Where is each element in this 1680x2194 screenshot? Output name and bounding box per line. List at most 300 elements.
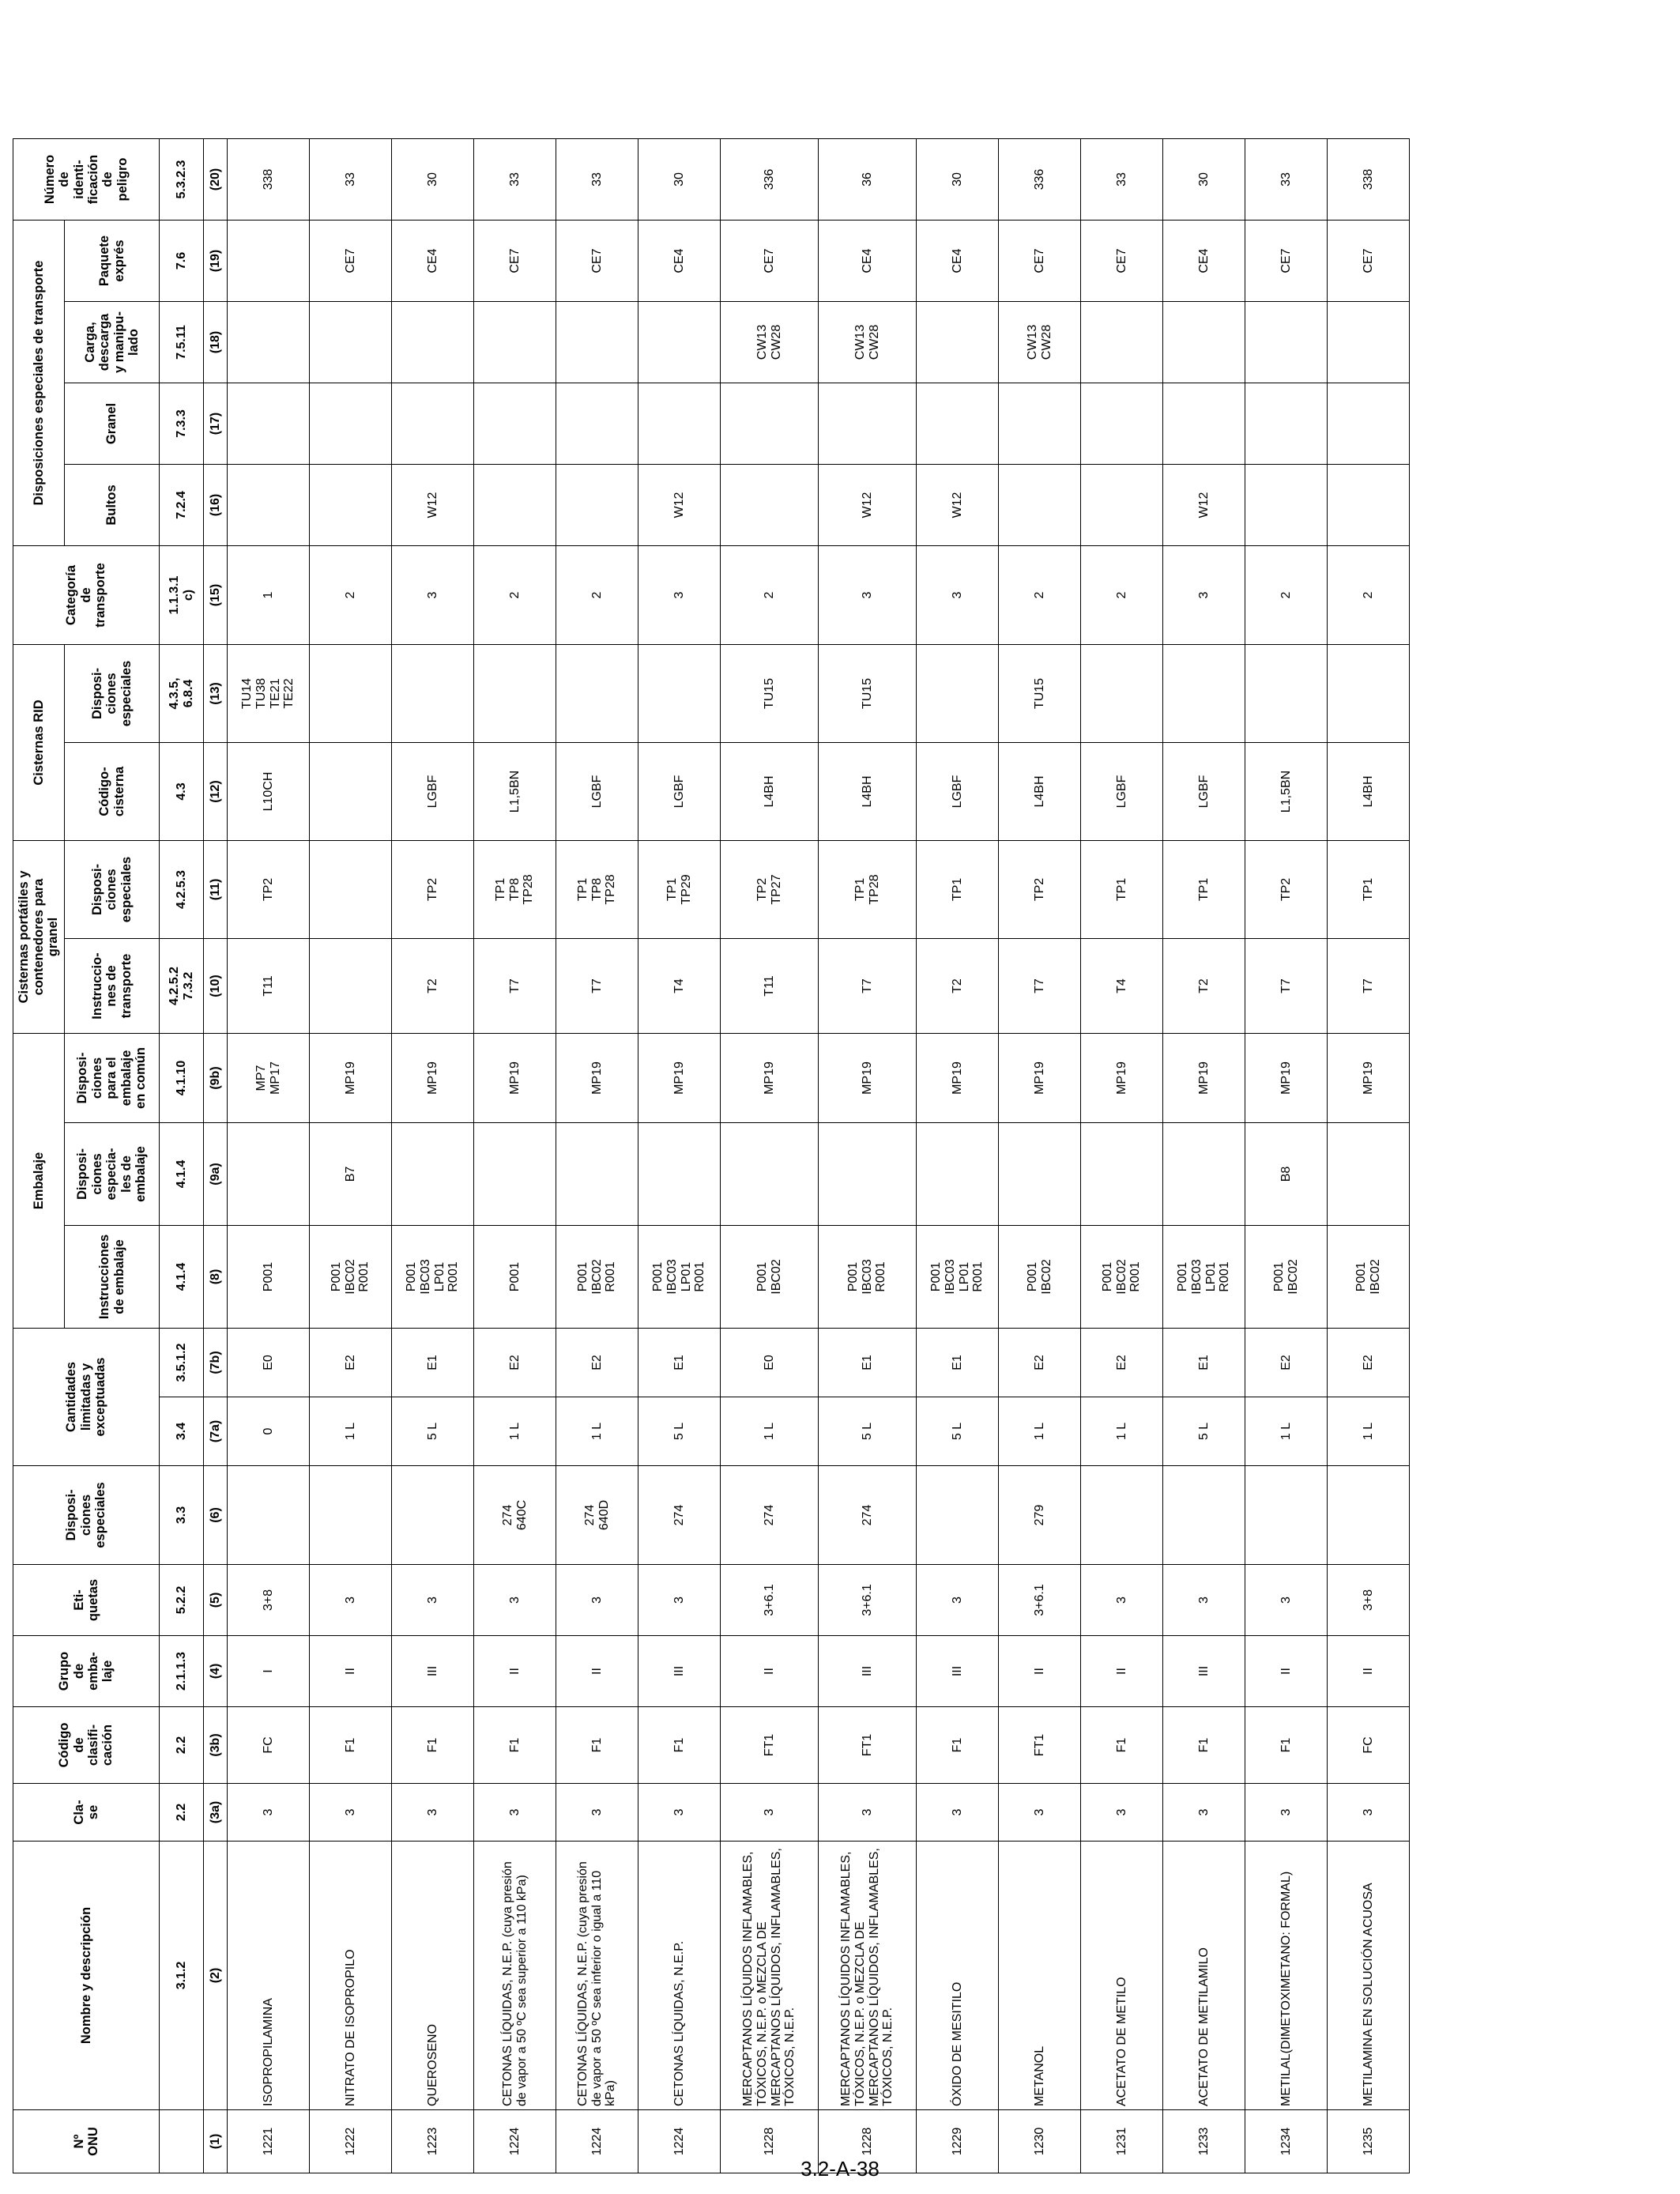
cell-bulk-provisions: [819, 383, 917, 465]
cell-packing-group: III: [392, 1636, 474, 1707]
colnum-tank-code: (12): [204, 743, 228, 841]
cell-special-provisions: [392, 1466, 474, 1565]
cell-loading-provisions: [474, 302, 556, 383]
cell-labels: 3+8: [228, 1565, 310, 1636]
cell-limited-quantity: 1 L: [474, 1397, 556, 1466]
cell-labels: 3+6.1: [819, 1565, 917, 1636]
cell-class: 3: [1081, 1784, 1163, 1842]
cell-express-provisions: CE4: [392, 221, 474, 302]
cell-name: ACETATO DE METILAMILO: [1163, 1842, 1245, 2110]
cell-classification-code: F1: [638, 1707, 721, 1784]
cell-transport-category: 2: [999, 546, 1081, 645]
cell-un-number: 1221: [228, 2110, 310, 2173]
header-packages: Bultos: [65, 465, 160, 546]
cell-mixed-packing-provisions: MP19: [1081, 1034, 1163, 1123]
cell-hazard-id: 33: [556, 139, 638, 221]
cell-un-number: 1222: [310, 2110, 392, 2173]
cell-tank-code: LGBF: [1081, 743, 1163, 841]
cell-special-packing-provisions: [638, 1123, 721, 1226]
cell-special-packing-provisions: [556, 1123, 638, 1226]
cell-hazard-id: 33: [310, 139, 392, 221]
header-rid-tanks: Cisternas RID: [13, 645, 65, 841]
cell-packing-group: III: [1163, 1636, 1245, 1707]
cell-excepted-quantity: E1: [819, 1329, 917, 1397]
header-class: Cla- se: [13, 1784, 160, 1842]
cell-special-provisions: 274: [638, 1466, 721, 1565]
cell-limited-quantity: 1 L: [1081, 1397, 1163, 1466]
header-rid-special-provisions: Disposi- ciones especiales: [65, 645, 160, 743]
cell-loading-provisions: CW13 CW28: [721, 302, 819, 383]
cell-express-provisions: CE7: [310, 221, 392, 302]
cell-limited-quantity: 5 L: [819, 1397, 917, 1466]
cell-special-packing-provisions: [999, 1123, 1081, 1226]
cell-labels: 3: [917, 1565, 999, 1636]
cell-classification-code: FT1: [819, 1707, 917, 1784]
cell-bulk-provisions: [392, 383, 474, 465]
header-special-packing-provisions: Disposi- ciones especia- les de embalaje: [65, 1123, 160, 1226]
cell-rid-tank-provisions: [310, 645, 392, 743]
cell-transport-category: 2: [474, 546, 556, 645]
header-special-provisions: Disposi- ciones especiales: [13, 1466, 160, 1565]
cell-tank-code: LGBF: [638, 743, 721, 841]
header-portable-tank-special-provisions: Disposi- ciones especiales: [65, 841, 160, 939]
cell-transport-category: 2: [721, 546, 819, 645]
cell-transport-category: 3: [917, 546, 999, 645]
cell-excepted-quantity: E0: [228, 1329, 310, 1397]
table-row: [999, 139, 1081, 2173]
cell-bulk-provisions: [638, 383, 721, 465]
cell-mixed-packing-provisions: MP19: [999, 1034, 1081, 1123]
cell-labels: 3: [1163, 1565, 1245, 1636]
cell-tank-code: L1,5BN: [1245, 743, 1328, 841]
cell-classification-code: F1: [310, 1707, 392, 1784]
cell-hazard-id: 338: [228, 139, 310, 221]
cell-packing-group: II: [474, 1636, 556, 1707]
ref-class: 2.2: [160, 1784, 204, 1842]
cell-class: 3: [1328, 1784, 1410, 1842]
cell-packages-provisions: [1328, 465, 1410, 546]
cell-special-packing-provisions: [1081, 1123, 1163, 1226]
cell-name: ÓXIDO DE MESITILO: [917, 1842, 999, 2110]
colnum-limited-quantity: (7a): [204, 1397, 228, 1466]
cell-class: 3: [1163, 1784, 1245, 1842]
cell-packages-provisions: W12: [1163, 465, 1245, 546]
cell-limited-quantity: 0: [228, 1397, 310, 1466]
cell-express-provisions: CE4: [638, 221, 721, 302]
cell-portable-tank-instructions: T7: [819, 939, 917, 1034]
cell-special-provisions: 274 640D: [556, 1466, 638, 1565]
ref-rid-tank-provisions: 4.3.5, 6.8.4: [160, 645, 204, 743]
ref-limited-quantity: 3.4: [160, 1397, 204, 1466]
cell-tank-code: L4BH: [1328, 743, 1410, 841]
cell-portable-tank-provisions: TP1: [1328, 841, 1410, 939]
cell-packing-group: III: [638, 1636, 721, 1707]
cell-rid-tank-provisions: [1163, 645, 1245, 743]
cell-packing-instructions: P001 IBC03 LP01 R001: [392, 1226, 474, 1329]
ref-hazard-id: 5.3.2.3: [160, 139, 204, 221]
cell-classification-code: FT1: [999, 1707, 1081, 1784]
cell-packing-group: I: [228, 1636, 310, 1707]
cell-packing-group: III: [917, 1636, 999, 1707]
header-un-number: Nº ONU: [13, 2110, 160, 2173]
cell-mixed-packing-provisions: MP19: [1245, 1034, 1328, 1123]
cell-un-number: 1230: [999, 2110, 1081, 2173]
cell-portable-tank-instructions: T2: [1163, 939, 1245, 1034]
cell-hazard-id: 33: [1081, 139, 1163, 221]
cell-un-number: 1223: [392, 2110, 474, 2173]
cell-transport-category: 2: [310, 546, 392, 645]
cell-name: MERCAPTANOS LÍQUIDOS INFLAMABLES, TÓXICOS, N.E.P. o MEZCLA DE MERCAPTANOS LÍQUIDOS, INFLAMABLES, TÓXICOS, N.E.P.: [721, 1842, 819, 2110]
cell-hazard-id: 33: [1245, 139, 1328, 221]
cell-packages-provisions: [1081, 465, 1163, 546]
ref-special-provisions: 3.3: [160, 1466, 204, 1565]
table-row: [392, 139, 474, 2173]
colnum-packages-provisions: (16): [204, 465, 228, 546]
cell-excepted-quantity: E2: [474, 1329, 556, 1397]
cell-loading-provisions: [392, 302, 474, 383]
cell-packing-instructions: P001 IBC02 R001: [556, 1226, 638, 1329]
cell-portable-tank-provisions: TP2: [999, 841, 1081, 939]
cell-packages-provisions: [1245, 465, 1328, 546]
cell-tank-code: L4BH: [721, 743, 819, 841]
cell-transport-category: 3: [638, 546, 721, 645]
cell-limited-quantity: 5 L: [638, 1397, 721, 1466]
cell-un-number: 1228: [819, 2110, 917, 2173]
cell-special-packing-provisions: [721, 1123, 819, 1226]
cell-packages-provisions: [474, 465, 556, 546]
cell-un-number: 1224: [474, 2110, 556, 2173]
cell-packing-instructions: P001 IBC03 LP01 R001: [638, 1226, 721, 1329]
table-row: [721, 139, 819, 2173]
cell-bulk-provisions: [228, 383, 310, 465]
table-row: [819, 139, 917, 2173]
colnum-excepted-quantity: (7b): [204, 1329, 228, 1397]
header-mixed-packing-provisions: Disposi- ciones para el embalaje en común: [65, 1034, 160, 1123]
cell-tank-code: LGBF: [917, 743, 999, 841]
cell-express-provisions: CE7: [999, 221, 1081, 302]
cell-hazard-id: 36: [819, 139, 917, 221]
table-row: [1328, 139, 1410, 2173]
header-tank-code: Código- cisterna: [65, 743, 160, 841]
cell-packing-group: II: [721, 1636, 819, 1707]
cell-transport-category: 1: [228, 546, 310, 645]
cell-transport-category: 2: [556, 546, 638, 645]
cell-hazard-id: 30: [917, 139, 999, 221]
cell-excepted-quantity: E2: [999, 1329, 1081, 1397]
cell-tank-code: LGBF: [556, 743, 638, 841]
cell-classification-code: FC: [228, 1707, 310, 1784]
cell-labels: 3: [638, 1565, 721, 1636]
cell-portable-tank-instructions: T7: [1245, 939, 1328, 1034]
cell-hazard-id: 338: [1328, 139, 1410, 221]
cell-portable-tank-provisions: TP1: [1163, 841, 1245, 939]
cell-portable-tank-provisions: [310, 841, 392, 939]
cell-un-number: 1229: [917, 2110, 999, 2173]
colnum-special-provisions: (6): [204, 1466, 228, 1565]
cell-packing-instructions: P001 IBC02: [1245, 1226, 1328, 1329]
cell-packing-instructions: P001: [474, 1226, 556, 1329]
cell-mixed-packing-provisions: MP19: [721, 1034, 819, 1123]
ref-classification-code: 2.2: [160, 1707, 204, 1784]
cell-classification-code: F1: [1245, 1707, 1328, 1784]
cell-special-packing-provisions: [819, 1123, 917, 1226]
cell-name: METILAMINA EN SOLUCIÓN ACUOSA: [1328, 1842, 1410, 2110]
cell-limited-quantity: 5 L: [1163, 1397, 1245, 1466]
cell-portable-tank-provisions: TP1 TP8 TP28: [474, 841, 556, 939]
cell-transport-category: 2: [1245, 546, 1328, 645]
cell-class: 3: [474, 1784, 556, 1842]
cell-labels: 3: [1081, 1565, 1163, 1636]
cell-class: 3: [917, 1784, 999, 1842]
cell-portable-tank-instructions: T4: [1081, 939, 1163, 1034]
table-row: [474, 139, 556, 2173]
cell-loading-provisions: [1163, 302, 1245, 383]
cell-portable-tank-provisions: TP1 TP28: [819, 841, 917, 939]
colnum-classification-code: (3b): [204, 1707, 228, 1784]
header-loading-unloading: Carga, descarga y manipu- lado: [65, 302, 160, 383]
cell-mixed-packing-provisions: MP19: [310, 1034, 392, 1123]
cell-excepted-quantity: E2: [310, 1329, 392, 1397]
cell-class: 3: [392, 1784, 474, 1842]
cell-transport-category: 3: [392, 546, 474, 645]
cell-packages-provisions: [310, 465, 392, 546]
cell-mixed-packing-provisions: MP19: [556, 1034, 638, 1123]
colnum-packing-instructions: (8): [204, 1226, 228, 1329]
cell-classification-code: F1: [917, 1707, 999, 1784]
cell-portable-tank-instructions: T11: [228, 939, 310, 1034]
ref-labels: 5.2.2: [160, 1565, 204, 1636]
cell-express-provisions: CE7: [474, 221, 556, 302]
table-row: [1245, 139, 1328, 2173]
cell-packing-instructions: P001 IBC02: [999, 1226, 1081, 1329]
cell-rid-tank-provisions: TU15: [819, 645, 917, 743]
cell-class: 3: [556, 1784, 638, 1842]
cell-portable-tank-provisions: TP1: [917, 841, 999, 939]
rotated-table-container: [13, 0, 1382, 2173]
cell-tank-code: L4BH: [999, 743, 1081, 841]
cell-packing-group: II: [1081, 1636, 1163, 1707]
cell-excepted-quantity: E1: [392, 1329, 474, 1397]
cell-express-provisions: CE4: [819, 221, 917, 302]
cell-class: 3: [228, 1784, 310, 1842]
cell-excepted-quantity: E2: [1328, 1329, 1410, 1397]
cell-tank-code: [310, 743, 392, 841]
cell-classification-code: F1: [1163, 1707, 1245, 1784]
header-bulk: Granel: [65, 383, 160, 465]
cell-special-packing-provisions: [1328, 1123, 1410, 1226]
cell-mixed-packing-provisions: MP19: [638, 1034, 721, 1123]
cell-portable-tank-provisions: TP1 TP8 TP28: [556, 841, 638, 939]
header-hazard-identification-number: Número de identi- ficación de peligro: [13, 139, 160, 221]
cell-loading-provisions: [638, 302, 721, 383]
cell-excepted-quantity: E2: [1081, 1329, 1163, 1397]
cell-packing-group: II: [310, 1636, 392, 1707]
cell-portable-tank-instructions: T4: [638, 939, 721, 1034]
ref-tank-code: 4.3: [160, 743, 204, 841]
cell-packages-provisions: [556, 465, 638, 546]
cell-limited-quantity: 1 L: [556, 1397, 638, 1466]
cell-special-provisions: [1163, 1466, 1245, 1565]
cell-class: 3: [1245, 1784, 1328, 1842]
cell-name: METILAL(DIMETOXIMETANO: FORMAL): [1245, 1842, 1328, 2110]
cell-packages-provisions: [999, 465, 1081, 546]
cell-loading-provisions: [1328, 302, 1410, 383]
cell-hazard-id: 336: [721, 139, 819, 221]
ref-special-packing-provisions: 4.1.4: [160, 1123, 204, 1226]
cell-hazard-id: 30: [392, 139, 474, 221]
cell-packing-instructions: P001 IBC02: [721, 1226, 819, 1329]
cell-class: 3: [721, 1784, 819, 1842]
cell-special-packing-provisions: B8: [1245, 1123, 1328, 1226]
cell-bulk-provisions: [1328, 383, 1410, 465]
cell-express-provisions: CE7: [1328, 221, 1410, 302]
cell-special-packing-provisions: [228, 1123, 310, 1226]
colnum-loading-provisions: (18): [204, 302, 228, 383]
cell-name: METANOL: [999, 1842, 1081, 2110]
cell-packing-instructions: P001 IBC02 R001: [1081, 1226, 1163, 1329]
colnum-portable-tank-provisions: (11): [204, 841, 228, 939]
colnum-rid-tank-provisions: (13): [204, 645, 228, 743]
cell-bulk-provisions: [917, 383, 999, 465]
cell-special-provisions: 274 640C: [474, 1466, 556, 1565]
table-row: [638, 139, 721, 2173]
cell-limited-quantity: 1 L: [310, 1397, 392, 1466]
cell-packing-group: II: [999, 1636, 1081, 1707]
cell-class: 3: [819, 1784, 917, 1842]
cell-mixed-packing-provisions: MP19: [819, 1034, 917, 1123]
cell-packing-group: II: [556, 1636, 638, 1707]
cell-limited-quantity: 5 L: [392, 1397, 474, 1466]
header-name-description: Nombre y descripción: [13, 1842, 160, 2110]
colnum-labels: (5): [204, 1565, 228, 1636]
cell-packing-group: II: [1328, 1636, 1410, 1707]
cell-portable-tank-instructions: T2: [392, 939, 474, 1034]
cell-packing-instructions: P001 IBC02 R001: [310, 1226, 392, 1329]
cell-labels: 3+8: [1328, 1565, 1410, 1636]
cell-rid-tank-provisions: [638, 645, 721, 743]
ref-portable-tank-provisions: 4.2.5.3: [160, 841, 204, 939]
cell-name: ACETATO DE METILO: [1081, 1842, 1163, 2110]
header-special-transport-provisions: Disposiciones especiales de transporte: [13, 221, 65, 546]
header-packing-group: Grupo de emba- laje: [13, 1636, 160, 1707]
colnum-express-provisions: (19): [204, 221, 228, 302]
cell-packages-provisions: [721, 465, 819, 546]
header-transport-instructions: Instruccio- nes de transporte: [65, 939, 160, 1034]
header-portable-tanks: Cisternas portátiles y contenedores para granel: [13, 841, 65, 1034]
cell-packages-provisions: W12: [917, 465, 999, 546]
cell-labels: 3+6.1: [721, 1565, 819, 1636]
cell-labels: 3: [556, 1565, 638, 1636]
colnum-class: (3a): [204, 1784, 228, 1842]
cell-tank-code: LGBF: [392, 743, 474, 841]
cell-name: QUEROSENO: [392, 1842, 474, 2110]
cell-bulk-provisions: [721, 383, 819, 465]
ref-portable-tank-instructions: 4.2.5.2 7.3.2: [160, 939, 204, 1034]
cell-loading-provisions: [310, 302, 392, 383]
cell-express-provisions: CE7: [721, 221, 819, 302]
colnum-un-number: (1): [204, 2110, 228, 2173]
cell-loading-provisions: [228, 302, 310, 383]
cell-hazard-id: 33: [474, 139, 556, 221]
cell-bulk-provisions: [556, 383, 638, 465]
cell-bulk-provisions: [474, 383, 556, 465]
cell-portable-tank-instructions: [310, 939, 392, 1034]
cell-special-packing-provisions: [474, 1123, 556, 1226]
dangerous-goods-table: [13, 138, 1410, 2173]
cell-rid-tank-provisions: [556, 645, 638, 743]
cell-transport-category: 3: [1163, 546, 1245, 645]
cell-loading-provisions: [917, 302, 999, 383]
table-row: [310, 139, 392, 2173]
cell-classification-code: FT1: [721, 1707, 819, 1784]
cell-express-provisions: CE7: [1245, 221, 1328, 302]
cell-name: NITRATO DE ISOPROPILO: [310, 1842, 392, 2110]
cell-special-provisions: [228, 1466, 310, 1565]
ref-packages-provisions: 7.2.4: [160, 465, 204, 546]
cell-hazard-id: 30: [638, 139, 721, 221]
cell-portable-tank-instructions: T7: [556, 939, 638, 1034]
ref-packing-instructions: 4.1.4: [160, 1226, 204, 1329]
cell-un-number: 1228: [721, 2110, 819, 2173]
header-packing-instructions: Instrucciones de embalaje: [65, 1226, 160, 1329]
cell-excepted-quantity: E2: [1245, 1329, 1328, 1397]
cell-special-provisions: [1328, 1466, 1410, 1565]
ref-transport-category: 1.1.3.1 c): [160, 546, 204, 645]
cell-portable-tank-provisions: TP1: [1081, 841, 1163, 939]
cell-special-provisions: [310, 1466, 392, 1565]
cell-mixed-packing-provisions: MP19: [1163, 1034, 1245, 1123]
cell-packing-instructions: P001 IBC03 LP01 R001: [1163, 1226, 1245, 1329]
cell-rid-tank-provisions: TU15: [721, 645, 819, 743]
page-number: 3.2-A-38: [800, 2157, 880, 2181]
cell-packing-group: III: [819, 1636, 917, 1707]
cell-name: ISOPROPILAMINA: [228, 1842, 310, 2110]
cell-mixed-packing-provisions: MP19: [392, 1034, 474, 1123]
cell-labels: 3: [474, 1565, 556, 1636]
cell-tank-code: L4BH: [819, 743, 917, 841]
cell-limited-quantity: 1 L: [1328, 1397, 1410, 1466]
cell-rid-tank-provisions: [917, 645, 999, 743]
cell-portable-tank-provisions: TP2: [1245, 841, 1328, 939]
cell-classification-code: F1: [392, 1707, 474, 1784]
cell-transport-category: 2: [1328, 546, 1410, 645]
colnum-bulk-provisions: (17): [204, 383, 228, 465]
cell-name: CETONAS LÍQUIDAS, N.E.P. (cuya presión de vapor a 50 ºC sea inferior o igual a 110 kPa): [556, 1842, 638, 2110]
cell-class: 3: [999, 1784, 1081, 1842]
cell-tank-code: L1,5BN: [474, 743, 556, 841]
cell-loading-provisions: [1081, 302, 1163, 383]
cell-special-packing-provisions: [917, 1123, 999, 1226]
cell-packing-instructions: P001: [228, 1226, 310, 1329]
column-number-row: [204, 139, 228, 2173]
cell-portable-tank-provisions: TP2: [228, 841, 310, 939]
cell-bulk-provisions: [310, 383, 392, 465]
colnum-name: (2): [204, 1842, 228, 2110]
cell-special-provisions: [1081, 1466, 1163, 1565]
cell-classification-code: F1: [474, 1707, 556, 1784]
cell-special-packing-provisions: [392, 1123, 474, 1226]
cell-classification-code: F1: [556, 1707, 638, 1784]
cell-rid-tank-provisions: [392, 645, 474, 743]
cell-rid-tank-provisions: [1328, 645, 1410, 743]
cell-portable-tank-instructions: T7: [474, 939, 556, 1034]
cell-bulk-provisions: [1081, 383, 1163, 465]
table-row: [556, 139, 638, 2173]
cell-un-number: 1233: [1163, 2110, 1245, 2173]
cell-special-packing-provisions: [1163, 1123, 1245, 1226]
cell-packing-instructions: P001 IBC03 LP01 R001: [917, 1226, 999, 1329]
colnum-packing-group: (4): [204, 1636, 228, 1707]
